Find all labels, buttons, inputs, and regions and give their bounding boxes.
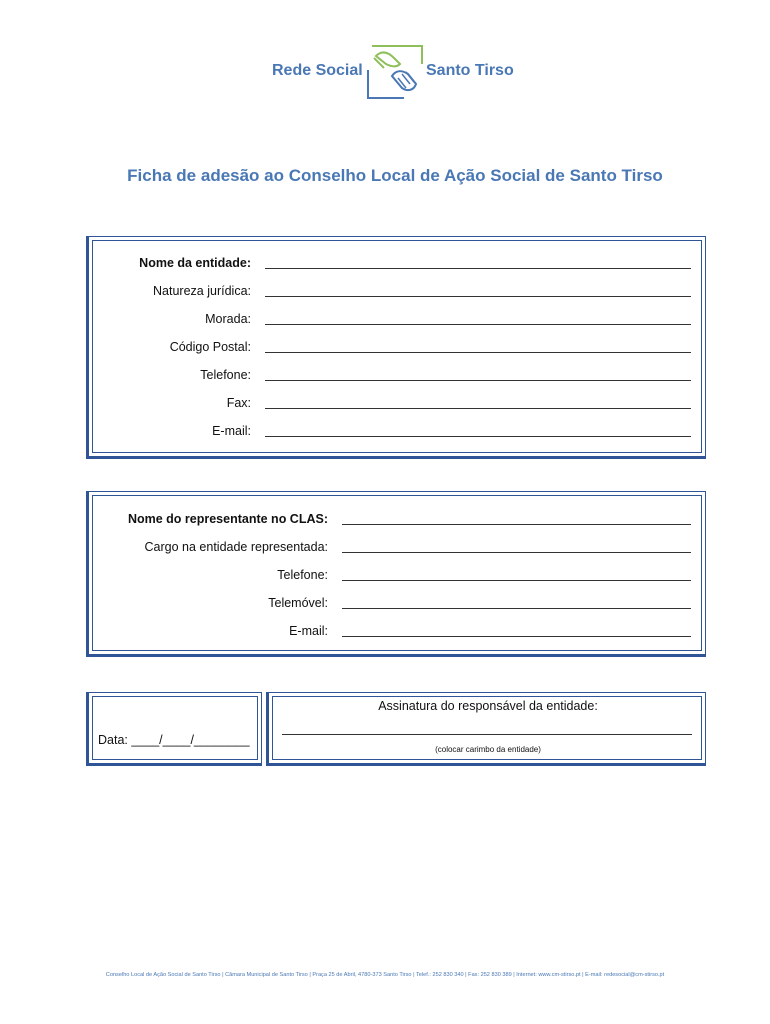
date-box xyxy=(86,692,262,766)
field-label: Fax: xyxy=(226,396,251,410)
logo-left-text: Rede Social xyxy=(272,62,363,79)
field-label: Cargo na entidade representada: xyxy=(144,540,328,554)
field-label: Morada: xyxy=(205,312,251,326)
field-label: Nome do representante no CLAS: xyxy=(127,512,328,526)
signature-title: Assinatura do responsável da entidade: xyxy=(378,699,598,713)
field-input-line[interactable] xyxy=(265,341,691,353)
field-input-line[interactable] xyxy=(342,569,691,581)
field-input-line[interactable] xyxy=(342,541,691,553)
field-input-line[interactable] xyxy=(342,625,691,637)
field-label: Nome da entidade: xyxy=(139,256,251,270)
field-label: Natureza jurídica: xyxy=(153,284,251,298)
field-input-line[interactable] xyxy=(265,257,691,269)
signature-note: (colocar carimbo da entidade) xyxy=(435,745,541,754)
field-label: E-mail: xyxy=(289,624,328,638)
field-label: Código Postal: xyxy=(169,340,251,354)
field-label: Telefone: xyxy=(200,368,251,382)
field-label: Telefone: xyxy=(277,568,328,582)
field-label: E-mail: xyxy=(212,424,251,438)
logo-right-text: Santo Tirso xyxy=(426,62,514,79)
field-input-line[interactable] xyxy=(342,513,691,525)
logo xyxy=(270,38,530,104)
footer: Conselho Local de Ação Social de Santo Tirso | Câmara Municipal de Santo Tirso | Praça 25 de Abril, 4780-373 Santo Tirso | Telef.: 252 830 340 | Fax: 252 830 389 | Internet: www.cm-stirso.pt | E-mail: redesocial@cm-stirso.pt xyxy=(105,972,665,978)
hands-logo-icon xyxy=(364,38,426,100)
signature-line[interactable] xyxy=(282,734,692,735)
field-input-line[interactable] xyxy=(265,313,691,325)
field-input-line[interactable] xyxy=(265,425,691,437)
field-input-line[interactable] xyxy=(265,285,691,297)
field-input-line[interactable] xyxy=(265,369,691,381)
field-input-line[interactable] xyxy=(265,397,691,409)
field-input-line[interactable] xyxy=(342,597,691,609)
date-field[interactable]: Data: ____/____/________ xyxy=(98,733,250,747)
field-label: Telemóvel: xyxy=(268,596,328,610)
page-title: Ficha de adesão ao Conselho Local de Ação Social de Santo Tirso xyxy=(127,166,663,185)
